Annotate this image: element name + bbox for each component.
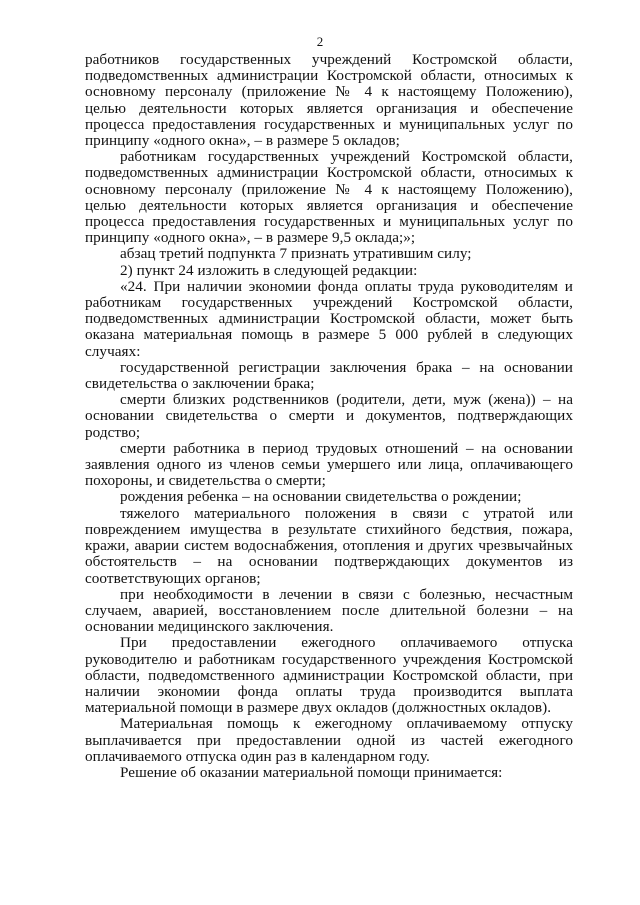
document-body — [85, 52, 573, 781]
paragraph: Материальная помощь к ежегодному оплачиваемому отпуску выплачивается при предоставлении одной из частей ежегодного оплачиваемого отпуска один раз в календарном году. — [85, 715, 573, 765]
paragraph: абзац третий подпункта 7 признать утратившим силу; — [120, 245, 472, 263]
paragraph: тяжелого материального положения в связи с утратой или повреждением имущества в результате стихийного бедствия, пожара, кражи, аварии систем водоснабжения, отопления и других чрезвычайных обстоятельств – на основании подтверждающих документов из соответствующих органов; — [85, 504, 573, 587]
paragraph: при необходимости в лечении в связи с болезнью, несчастным случаем, аварией, восстановлением после длительной болезни – на основании медицинского заключения. — [85, 585, 573, 636]
page-number: 2 — [316, 34, 324, 49]
paragraph: При предоставлении ежегодного оплачиваемого отпуска руководителю и работникам государственного учреждения Костромской области, подведомственного администрации Костромской области, при наличии экономии фонда оплаты труда производится выплата материальной помощи в размере двух окладов (должностных окладов). — [85, 634, 573, 717]
paragraph: государственной регистрации заключения брака – на основании свидетельства о заключении брака; — [85, 358, 573, 393]
paragraph: смерти близких родственников (родители, дети, муж (жена)) – на основании свидетельства о смерти и документов, подтверждающих родство; — [85, 391, 573, 441]
paragraph: Решение об оказании материальной помощи принимается: — [120, 763, 503, 781]
paragraph: 2) пункт 24 изложить в следующей редакции: — [120, 261, 418, 279]
paragraph: работникам государственных учреждений Костромской области, подведомственных администрации Костромской области, относимых к основному персоналу (приложение № 4 к настоящему Положению), целью деятельности которых является организация и обеспечение процесса предоставления государственных и муниципальных услуг по принципу «одного окна», – в размере 9,5 оклада;»; — [85, 148, 573, 247]
paragraph: рождения ребенка – на основании свидетельства о рождении; — [120, 488, 522, 506]
paragraph: работников государственных учреждений Костромской области, подведомственных администрации Костромской области, относимых к основному персоналу (приложение № 4 к настоящему Положению), целью деятельности которых является организация и обеспечение процесса предоставления государственных и муниципальных услуг по принципу «одного окна», – в размере 5 окладов; — [85, 51, 573, 150]
paragraph: «24. При наличии экономии фонда оплаты труда руководителям и работникам государственных учреждений Костромской области, подведомственных администрации Костромской области, может быть оказана материальная помощь в размере 5 000 рублей в следующих случаях: — [85, 277, 573, 360]
paragraph: смерти работника в период трудовых отношений – на основании заявления одного из членов семьи умершего или лица, оплачивающего похороны, и свидетельства о смерти; — [85, 439, 573, 490]
